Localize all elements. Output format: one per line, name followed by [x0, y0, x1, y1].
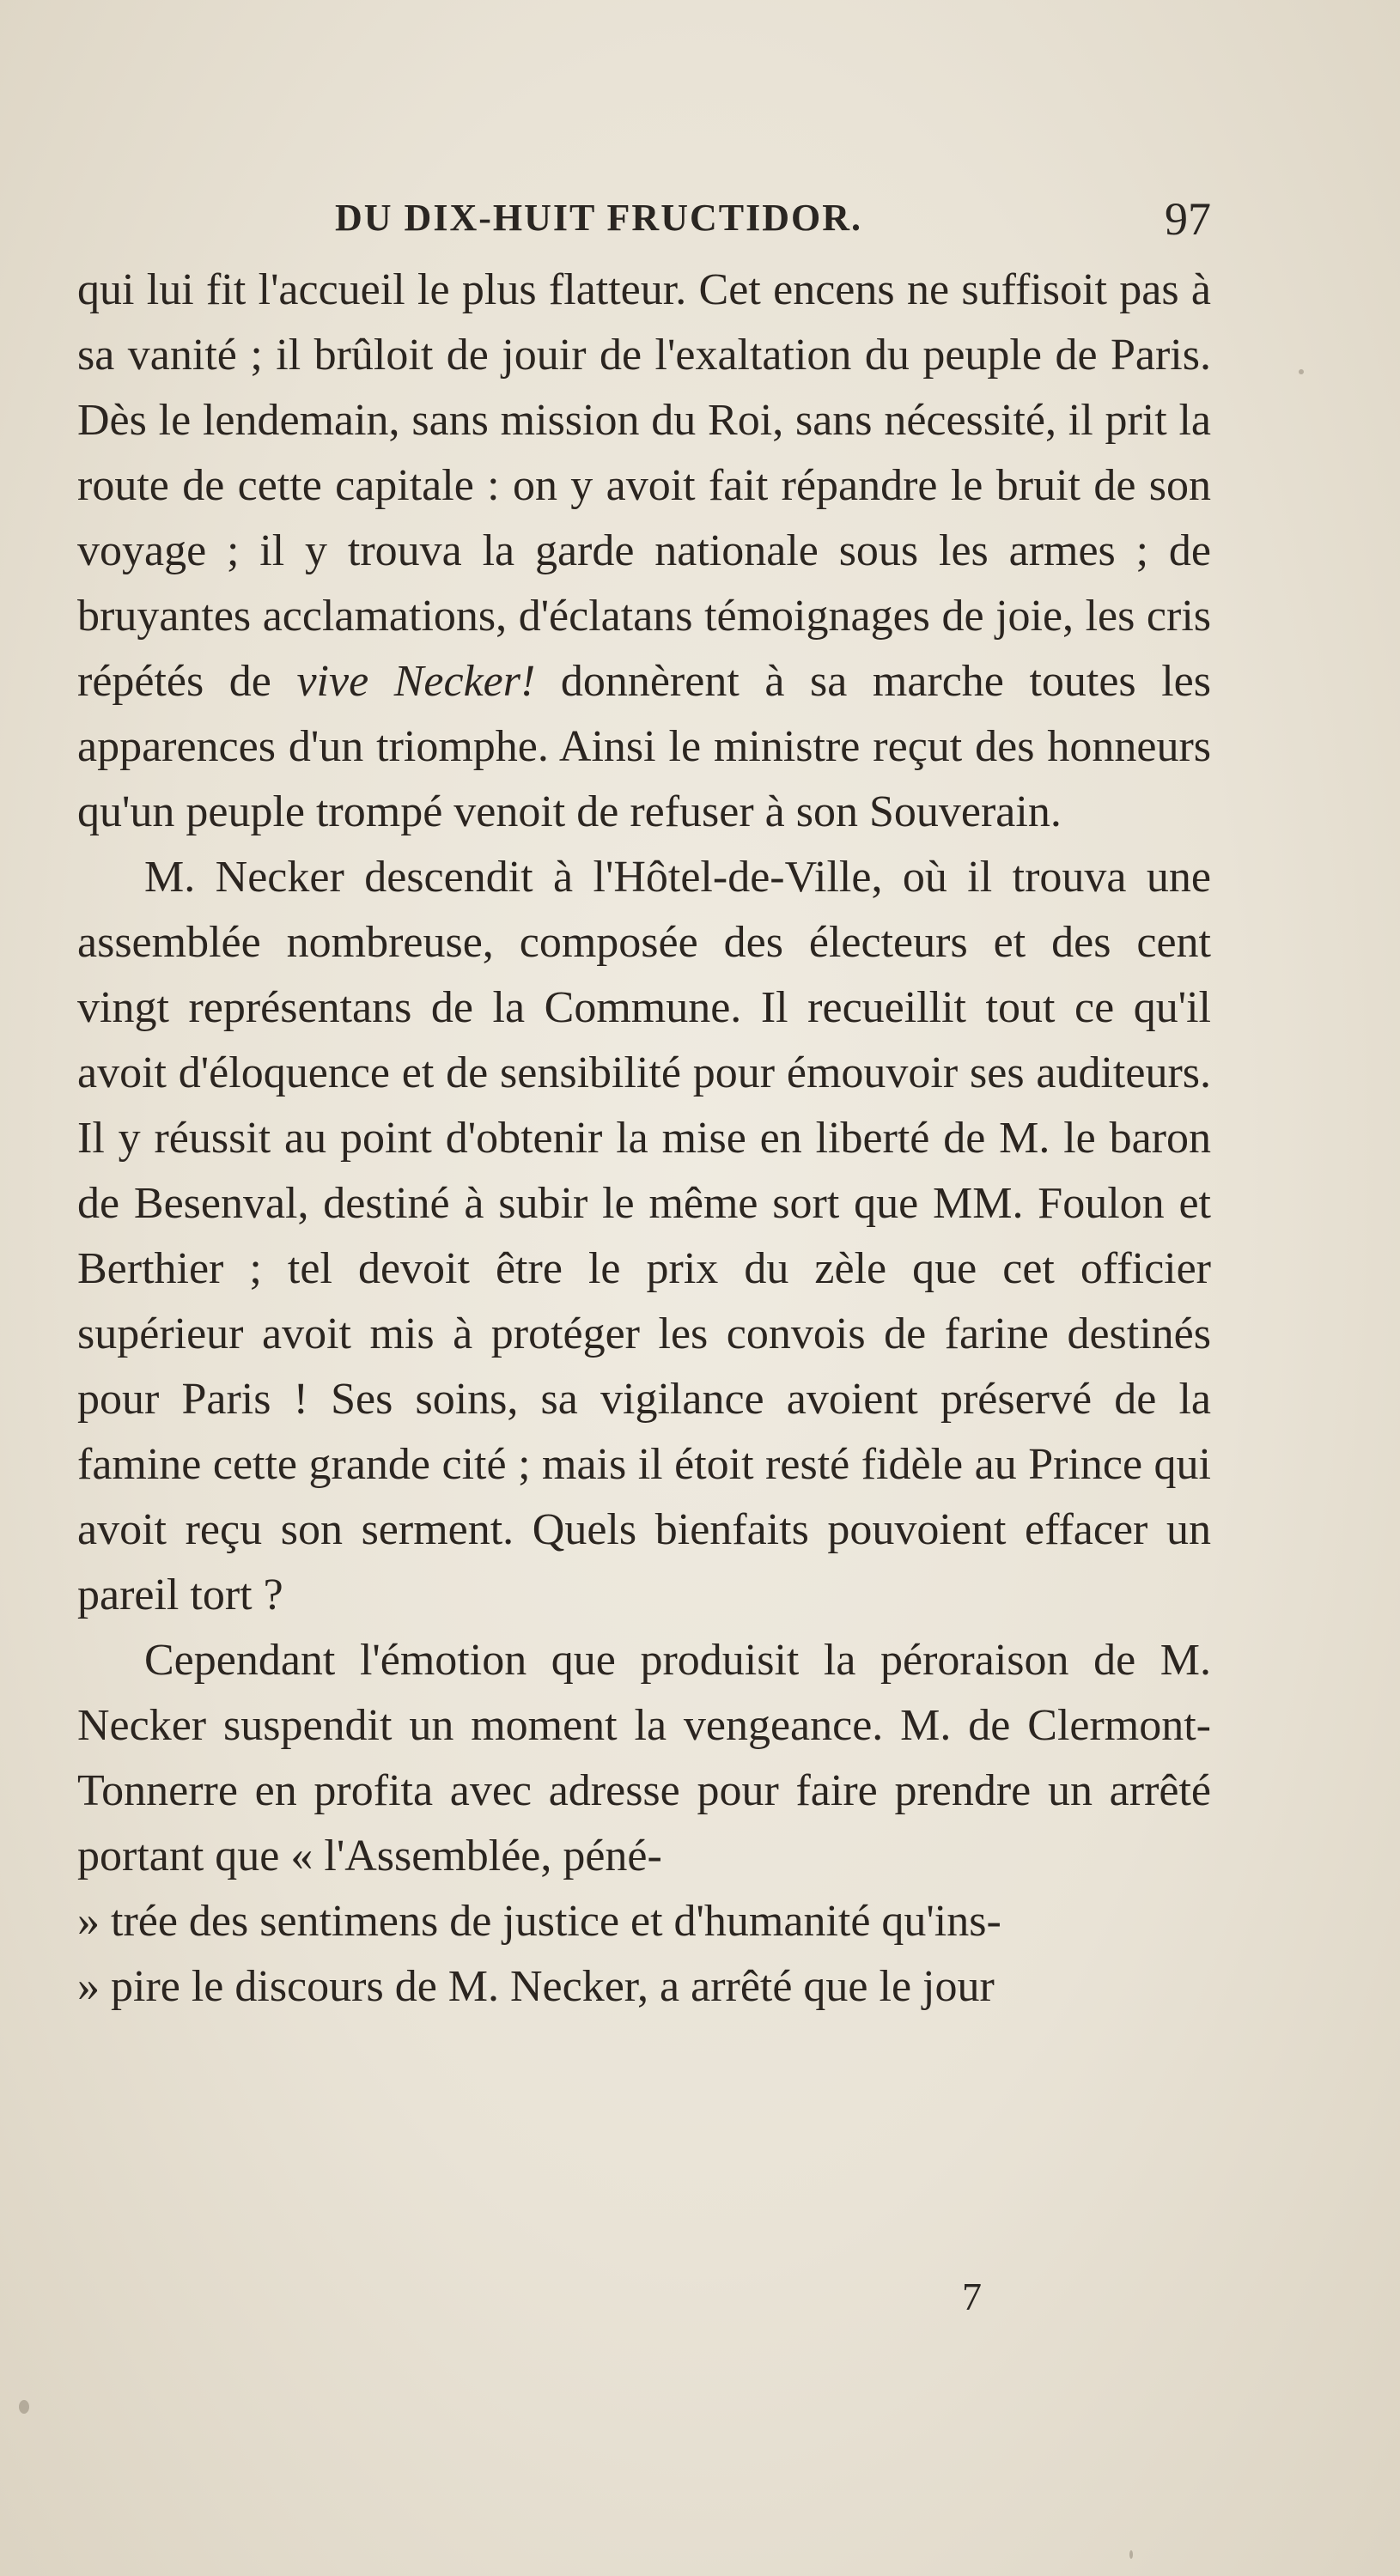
paper-speck — [1129, 2550, 1133, 2559]
paragraph-necker-hotel-de-ville: M. Necker descendit à l'Hôtel-de-Ville, où il trouva une assemblée nombreuse, composée des électeurs et des cent vingt représentans de la Commune. Il recueillit tout ce qu'il avoit d'éloquence et de sensibilité pour émouvoir ses auditeurs. Il y réussit au point d'obtenir la mise en liberté de M. le baron de Besenval, destiné à subir le même sort que MM. Foulon et Berthier ; tel devoit être le prix du zèle que cet officier supérieur avoit mis à protéger les convois de farine destinés pour Paris ! Ses soins, sa vigilance avoient préservé de la famine cette grande cité ; mais il étoit resté fidèle au Prince qui avoit reçu son serment. Quels bienfaits pouvoient effacer un pareil tort ? — [77, 853, 1211, 1619]
page-number: 97 — [1165, 193, 1211, 245]
running-head — [77, 193, 1211, 256]
signature-mark: 7 — [962, 2275, 982, 2318]
paper-speck — [1299, 369, 1304, 374]
body-text — [77, 258, 1211, 2020]
italic-exclamation: vive Necker! — [296, 657, 536, 706]
quote-line: » trée des sentimens de justice et d'humanité qu'ins- — [77, 1897, 1001, 1946]
paragraph-continuation: qui lui fit l'accueil le plus flatteur. Cet encens ne suffisoit pas à sa vanité ; il brûloit de jouir de l'exaltation du peuple de Paris. Dès le lendemain, sans mission du Roi, sans nécessité, il prit la route de cette capitale : on y avoit fait répandre le bruit de son voyage ; il y trouva la garde nationale sous les armes ; de bruyantes acclamations, d'éclatans témoignages de joie, les cris répétés de vive Necker! donnèrent à sa marche toutes les apparences d'un triomphe. Ainsi le ministre reçut des honneurs qu'un peuple trompé venoit de refuser à son Souverain. — [77, 265, 1211, 836]
paper-speck — [19, 2400, 29, 2414]
paragraph-clermont-tonnerre: Cependant l'émotion que produisit la péroraison de M. Necker suspendit un moment la vengeance. M. de Clermont-Tonnerre en profita avec adresse pour faire prendre un arrêté portant que « l'Assemblée, péné- — [77, 1636, 1211, 1880]
running-title: DU DIX-HUIT FRUCTIDOR. — [335, 197, 863, 239]
quote-line: » pire le discours de M. Necker, a arrêté que le jour — [77, 1962, 995, 2011]
